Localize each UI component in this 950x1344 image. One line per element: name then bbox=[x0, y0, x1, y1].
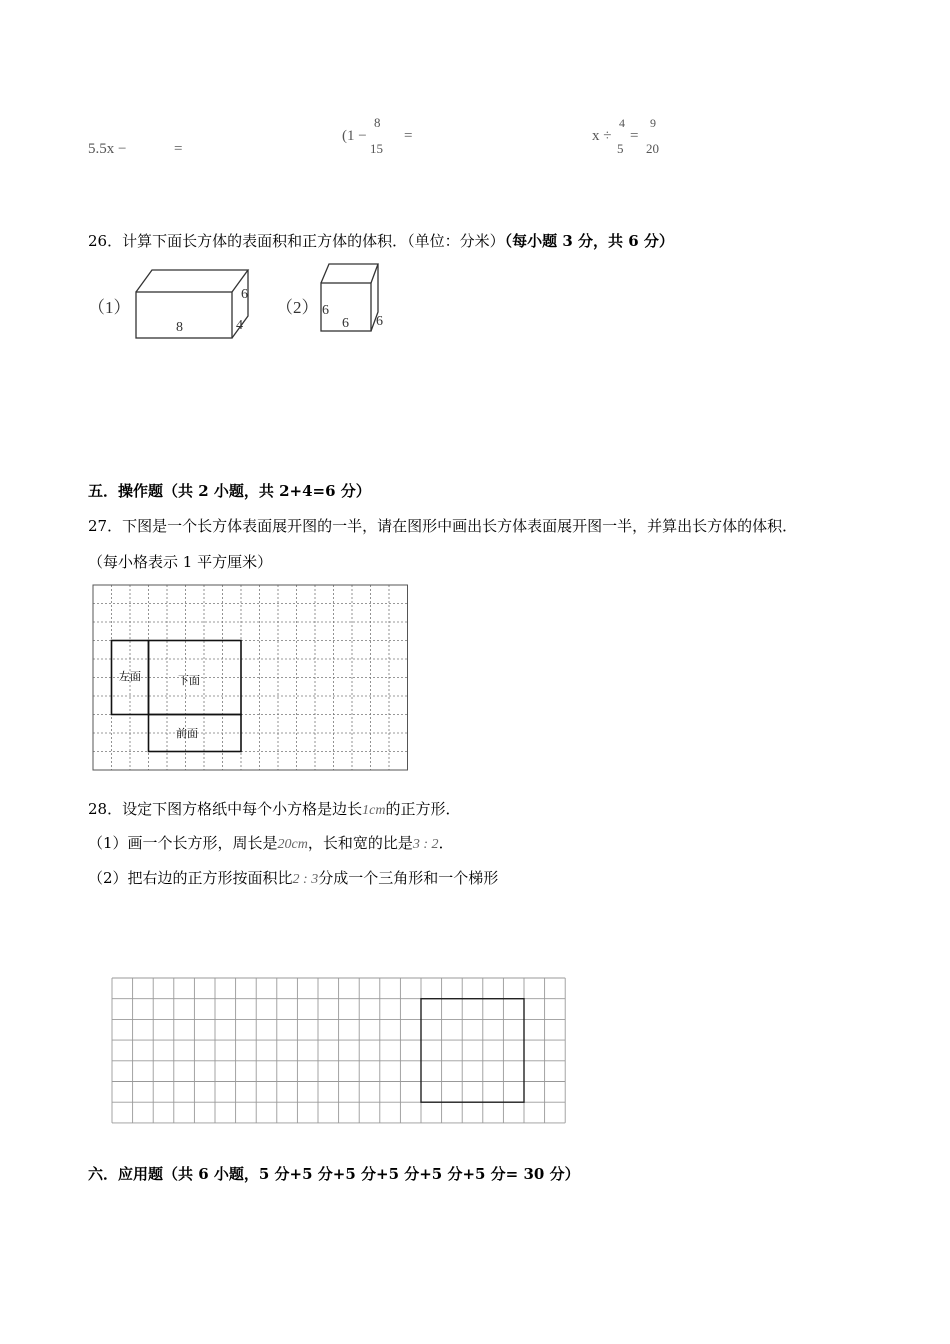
q28-square-grid[interactable] bbox=[110, 976, 566, 1126]
q28-part2 bbox=[88, 867, 498, 888]
equation-3-den1: 5 bbox=[617, 141, 624, 156]
cube-top-face bbox=[321, 264, 378, 283]
q28-part1-b: ，长和宽的比是 bbox=[307, 834, 413, 852]
q27-label-front: 前面 bbox=[176, 727, 198, 740]
question-26 bbox=[88, 230, 674, 251]
q28-part1-value: 20cm bbox=[277, 837, 308, 852]
q26-points: （每小题 3 分，共 6 分） bbox=[504, 232, 674, 250]
cuboid-height-label: 6 bbox=[241, 287, 248, 302]
cuboid-width-label: 4 bbox=[236, 318, 243, 333]
q27-label-left: 左面 bbox=[119, 670, 141, 683]
q28-number: 28． bbox=[88, 800, 123, 818]
cube-edge-b-label: 6 bbox=[342, 316, 349, 331]
q28-part1-a: （1）画一个长方形，周长是 bbox=[88, 834, 278, 852]
q28-text-b: 的正方形． bbox=[385, 800, 461, 818]
equation-1 bbox=[88, 141, 182, 158]
question-28 bbox=[88, 798, 460, 819]
equation-3-den2: 20 bbox=[646, 141, 659, 156]
cuboid-top-face bbox=[136, 270, 248, 292]
q26-number: 26． bbox=[88, 232, 123, 250]
square-to-divide bbox=[421, 999, 524, 1102]
q28-part2-a: （2）把右边的正方形按面积比 bbox=[88, 869, 293, 887]
q28-part1 bbox=[88, 832, 454, 853]
equation-1-left: 5.5x − bbox=[88, 141, 127, 157]
equation-2-equals: = bbox=[404, 128, 413, 144]
equation-3-left: x ÷ bbox=[592, 128, 612, 144]
equation-3-num1: 4 bbox=[619, 116, 625, 130]
equation-2-denominator: 15 bbox=[370, 141, 383, 156]
q28-part2-b: 分成一个三角形和一个梯形 bbox=[318, 869, 499, 887]
q28-unit: 1cm bbox=[362, 803, 386, 818]
q28-part2-ratio: 2 : 3 bbox=[292, 872, 319, 887]
equation-2-left: (1 − bbox=[342, 128, 367, 144]
q27-number: 27． bbox=[88, 517, 123, 535]
cuboid-front-face bbox=[136, 292, 232, 338]
q28-part1-end: ． bbox=[438, 834, 454, 852]
equation-3-equals: = bbox=[630, 128, 639, 144]
equation-2 bbox=[342, 128, 367, 145]
equation-1-equals: = bbox=[173, 141, 183, 157]
cuboid-length-label: 8 bbox=[176, 320, 183, 335]
q28-part1-ratio: 3 : 2 bbox=[412, 837, 439, 852]
q26-fig2-label: （2） bbox=[276, 298, 319, 317]
cube-edge-c-label: 6 bbox=[376, 314, 383, 329]
cube-edge-a-label: 6 bbox=[322, 303, 329, 318]
equation-3-num2: 9 bbox=[650, 116, 656, 130]
q26-fig1-label: （1） bbox=[88, 298, 131, 317]
q28-text-a: 设定下图方格纸中每个小方格是边长 bbox=[122, 800, 363, 818]
q27-label-bottom: 下面 bbox=[178, 674, 200, 687]
q27-text: 下图是一个长方体表面展开图的一半，请在图形中画出长方体表面展开图一半，并算出长方体的体积． bbox=[122, 517, 798, 535]
section-5-title: 五．操作题（共 2 小题，共 2+4=6 分） bbox=[88, 482, 371, 500]
equation-2-numerator: 8 bbox=[374, 115, 381, 130]
q26-text: 计算下面长方体的表面积和正方体的体积．（单位：分米） bbox=[122, 232, 505, 250]
q27-note: （每小格表示 1 平方厘米） bbox=[88, 553, 273, 571]
section-6-title: 六．应用题（共 6 小题，5 分+5 分+5 分+5 分+5 分+5 分= 30 分） bbox=[88, 1165, 580, 1183]
question-27 bbox=[88, 515, 797, 536]
